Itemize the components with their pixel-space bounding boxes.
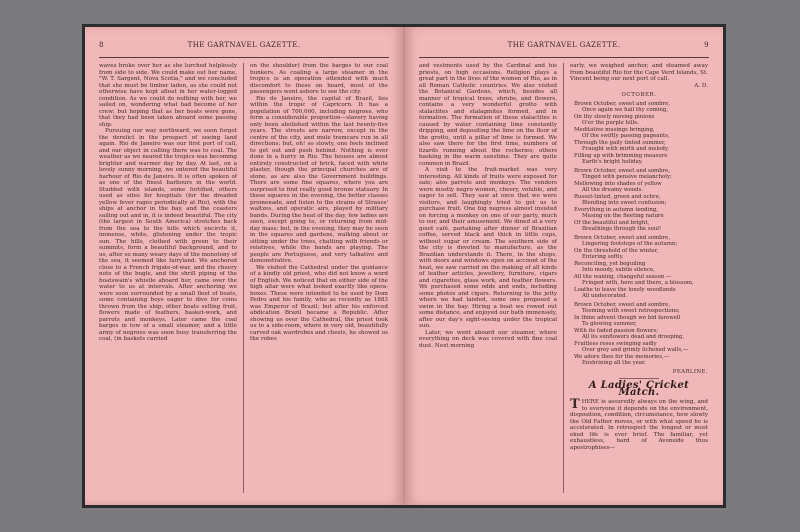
poem-line: We adore thee for the memories,— xyxy=(574,353,670,360)
poem-line: Through the gaily tinted summer, xyxy=(574,139,666,146)
paragraph: on the shoulder) from the barges to our coal bunkers. As coaling a large steamer in the tropics is an operation attended with much discomfort to those on board, most of the passengers went ashore to see the city. xyxy=(250,63,388,95)
poem-stanza xyxy=(574,168,708,233)
poem-line: Russet-tinted, green and ochre, xyxy=(574,193,661,200)
right-page-header xyxy=(419,41,709,55)
poem-line: Meditative musings bringing, xyxy=(574,126,655,133)
article-heading: A Ladies' Cricket Match. xyxy=(588,380,690,398)
left-column-2 xyxy=(250,63,388,343)
left-page xyxy=(85,27,403,505)
poem-line: Reconciling, yet beguiling xyxy=(574,260,646,267)
paragraph: and vestments used by the Cardinal and his priests, on high occasions. Religion plays a great part in the lives of the women of Rio, as in all Roman Catholic countries. We also visited the Botanical Gardens, which, besides all manner of tropical trees, shrubs, and flowers, contains a very wonderful grotto with stalactites and stalagmites formed, and in formation. The formation of these stalactites is caused by water containing lime constantly dripping, and depositing the lime on the floor of the grotto, until a pillar of lime is formed. We also saw there for the first time, numbers of lizards running about the rockeries; others basking in the warm sunshine. They are quite common in Brazil. xyxy=(419,63,557,167)
right-page-number: 9 xyxy=(704,41,709,49)
poem-line: O'er the purple hills. xyxy=(582,120,639,126)
poem-line: Fraught with mirth and melody, xyxy=(582,146,669,152)
left-header-rule xyxy=(99,57,389,58)
right-running-title: THE GARTNAVEL GAZETTE. xyxy=(507,41,621,49)
poem-line: Teeming with sweet retrospections; xyxy=(582,308,680,314)
paragraph: A visit to the fruit-market was very interesting. All kinds of fruits were exposed for sale; also parrots and monkeys. The vendors were mostly negro women, cheery, voluble, and eager to sell. They saw at once that we were visitors, and laughingly tried to get us to purchase fruit. One big negress almost insisted on forcing a monkey on one of our party, much to our, and their amusement. We dined at a very good café, partaking after dinner of Brazilian coffee, served black and thick in little cups, without sugar or cream. The southern side of the city is devoted to manufacture, as the Brazilian understands it. There, in the shops, with doors and windows open on account of the heat, we saw carried on the making of all kinds of leather articles, jewellery, furniture, cigars and cigarettes, glass work, and feather flowers. We purchased some odds and ends, including some photos and cigars. Returning to the jetty where we had landed, some one proposed a swim in the bay. Hiring a boat we rowed out some distance, and enjoyed our bath immensely, after our day's sight-seeing under the tropical sun. xyxy=(419,167,557,329)
poem-line: Brown October, sweet and sombre, xyxy=(574,167,671,174)
poem-line: All its sunflowers dead and drooping, xyxy=(582,334,685,340)
poem-line: Of the beautiful and bright, xyxy=(574,219,650,226)
poem-stanza xyxy=(574,101,708,166)
poem-stanzas xyxy=(570,101,708,367)
poem-author: PEARLINE. xyxy=(672,368,708,375)
poem-line: Into moody, subtle silence, xyxy=(582,267,655,273)
poem-line: Of the swiftly passing pageants, xyxy=(582,133,670,139)
paragraph: Rio de Janeiro, the capital of Brazil, lies within the tropic of Capricorn. It has a population of 700,000, including negroes, who form a considerable proportion—slavery having only been abolished within the last twenty-five years. The streets are narrow, except in the centre of the city, and mule tramcars run in all directions; but, oh! so slowly, one feels inclined to get out and push behind. Nothing is ever done in a hurry in Rio. The houses are almost entirely constructed of brick, faced with white plaster, though the principal churches are of stone, as are also the Government buildings. There are some fine squares, where you are surprised to find really good bronze statuary. In these squares in the evening, the better classes promenade, and listen to the strains of Strauss' waltzes, and operatic airs, played by military bands. During the heat of the day, few ladies are seen, except going to, or returning from mid-day mass; but, in the evening, they may be seen in the squares and gardens, walking about or sitting under the trees, chatting with friends or relatives, while the bands are playing. The people are Portuguese, and very talkative and demonstrative. xyxy=(250,95,389,264)
paragraph: Pursuing our way northward, we soon forgot the derelict in the prospect of seeing land again. Rio de Janeiro was our first port of call, and our object in calling there was to coal. The weather as we neared the tropics was becoming brighter and warmer day by day. At last, on a lovely sunny morning, we entered the beautiful harbour of Rio de Janeiro. It is often spoken of as one of the finest harbours in the world. Studded with islands, some fortified, others used as sites for hospitals (for the dreaded yellow fever rages periodically at Rio), with the ships at anchor in the bay, and the coasters sailing out and in, it is indeed beautiful. The city (the largest in South America) stretches back from the sea to the hills which encircle it, immense, white, glistening under the tropic sun. The hills, clothed with green to their summits, form a beautiful background, and to us, after so many weary days of the monotony of the sea, it seemed like fairyland. We anchored close to a French frigate-of-war, and the cheery note of the bugle, and the shrill piping of the boatswain's whistle aboard her, came over the water to us at intervals. After anchoring we were soon surrounded by a small fleet of boats, some containing boys eager to dive for coins thrown from the ship; other boats selling fruit, flowers made of feathers, basket-work, and parrots and monkeys. Later came the coal barges in tow of a small steamer, and a little army of negroes was soon busy transferring the coal, (in baskets carried xyxy=(99,128,237,342)
poem-line: Breathings through the soul! xyxy=(582,226,662,232)
paragraph: early, we weighed anchor, and steamed away from beautiful Rio for the Cape Verd Islands, St. Vincent being our next port of call. xyxy=(570,63,708,82)
poem-line: Earth's bright holiday. xyxy=(582,159,643,165)
paragraph: waves broke over her as she lurched helplessly from side to side. We could make out her name, "W. T. Sargent, Nova Scotia," and we concluded that she must be timber laden, as she could not otherwise have kept afloat in her water-logged condition. As we could do nothing with her, we sailed on, wondering what had become of her crew; but hoping that as her boats were gone, that they had been taken aboard some passing ship. xyxy=(99,63,237,128)
poem-stanza xyxy=(574,302,708,367)
poem-line: Enshrining all the year. xyxy=(582,360,646,366)
column-divider xyxy=(563,63,564,493)
poem-line: With its faded passion flowers; xyxy=(574,327,659,334)
separator-rule xyxy=(619,378,659,379)
poem-line: On thy slowly moving pinions xyxy=(574,113,655,120)
poem-line: Brown October, sweet and sombre, xyxy=(574,100,671,107)
poem-line: All the dreamy woods. xyxy=(582,187,643,193)
poem-line: Filling up with brimming measure xyxy=(574,152,668,159)
poem-line: Entering softly. xyxy=(582,254,624,260)
poem-line: Over grey and grimly lichened walls,— xyxy=(582,347,689,353)
poem-line: Once again we hail thy coming, xyxy=(582,107,669,113)
article-text: HERE is assuredly always on the wing, and to everyone it depends on the environment, disposition, condition, circumstance, how slowly the Old Father moves, or with what speed he is accelerated. In retrospect the longest or most eked life is ever brief. The familiar, yet exhaustless, bard of Avonside thus apostrophises— xyxy=(570,399,708,451)
poem-line: Blending into sweet confusion; xyxy=(582,200,667,206)
drop-cap: T xyxy=(570,397,580,412)
article-paragraph xyxy=(570,399,708,451)
poem-line: Mellowing into shades of yellow xyxy=(574,180,662,187)
column-divider xyxy=(243,63,244,493)
poem-line: Lingering footsteps of the autumn; xyxy=(582,241,678,247)
poem-line: To glowing summer, xyxy=(582,321,637,327)
paragraph: Later, we went aboard our steamer, where everything on deck was covered with fine coal dust. Next morning xyxy=(419,329,557,349)
poem xyxy=(570,92,708,375)
left-page-number: 8 xyxy=(99,41,104,49)
right-page xyxy=(405,27,723,505)
poem-line: In thine advent though we bid farewell xyxy=(574,314,681,321)
poem-stanza xyxy=(574,235,708,300)
poem-title: OCTOBER. xyxy=(621,92,657,98)
magazine-spread xyxy=(82,24,726,508)
poem-line: Loathe to leave the lonely woodlands xyxy=(574,286,676,293)
poem-line: Fruitless roses swinging sadly xyxy=(574,340,657,347)
poem-line: On the threshold of the winter, xyxy=(574,247,659,254)
poem-line: Everything in autumn tending, xyxy=(574,206,658,213)
right-column-1 xyxy=(419,63,557,349)
left-page-header xyxy=(99,41,389,55)
left-column-1 xyxy=(99,63,237,343)
poem-line: Musing on the fleeting nature xyxy=(582,213,664,219)
signature: A. D. xyxy=(694,82,708,89)
poem-line: Brown October, sweet and sombre, xyxy=(574,301,671,308)
poem-line: Tinged with pensive melancholy; xyxy=(582,174,672,180)
left-running-title: THE GARTNAVEL GAZETTE. xyxy=(187,41,301,49)
paragraph: We visited the Cathedral under the guidance of a kindly old priest, who did not know a word of English. We noticed that on either side of the high altar were what looked exactly like opera-boxes. These were intended to be used by Dom Pedro and his family, who as recently as 1883 was Emperor of Brazil; but after his enforced abdication Brazil became a Republic. After showing us over the Cathedral, the priest took us to a side-room, where in very old, beautifully carved oak wardrobes and chests, he showed us the robes xyxy=(250,264,388,342)
right-header-rule xyxy=(419,57,709,58)
poem-line: All the waning, changeful season — xyxy=(574,273,672,280)
poem-line: Brown October, sweet and sombre, xyxy=(574,234,671,241)
poem-line: Fringed with, here and there, a blossom, xyxy=(582,280,694,286)
right-column-2 xyxy=(570,63,708,451)
poem-line: All undecorated. xyxy=(582,293,628,299)
